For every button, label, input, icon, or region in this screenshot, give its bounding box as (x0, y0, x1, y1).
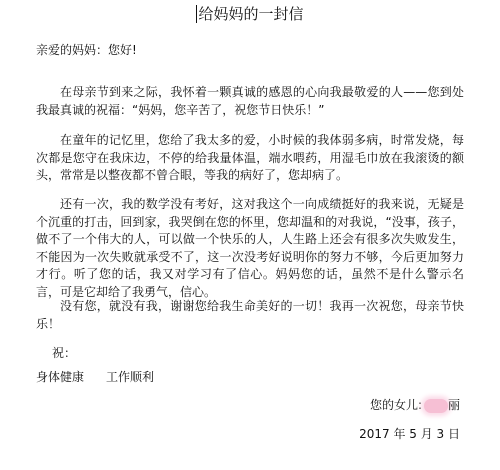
wishes-line (36, 369, 154, 385)
wish-work: 工作顺利 (106, 370, 155, 384)
paragraph-2: 在童年的记忆里，您给了我太多的爱，小时候的我体弱多病，时常发烧，每次都是您守在我床边，不停的给我量体温，端水喂药，用湿毛巾放在我滚烫的额头，常常是以整夜都不曾合眼，等我的病好了，您却病了。 (36, 133, 464, 182)
paragraph-4: 没有您，就没有我，谢谢您给我生命美好的一切！我再一次祝您，母亲节快乐！ (36, 299, 464, 331)
closing: 祝： (52, 346, 77, 360)
signature-name: 丽 (447, 398, 460, 412)
title-row (0, 4, 500, 23)
page-title (196, 5, 303, 23)
title-text: 给妈妈的一封信 (198, 5, 304, 23)
wish-health: 身体健康 (36, 370, 85, 384)
signature-prefix: 您的女儿: (369, 398, 422, 412)
greeting: 亲爱的妈妈：您好! (36, 43, 137, 57)
paragraph-1: 在母亲节到来之际，我怀着一颗真诚的感恩的心向我最敬爱的人——您到处我最真诚的祝福：“妈妈，您辛苦了，祝您节日快乐！” (36, 85, 464, 117)
letter-date: 2017 年 5 月 3 日 (359, 427, 460, 441)
signature (370, 397, 460, 413)
paragraph-3: 还有一次，我的数学没有考好，这对我这个一向成绩挺好的我来说，无疑是个沉重的打击，回到家，我哭倒在您的怀里，您却温和的对我说，“没事，孩子，做不了一个伟大的人，可以做一个快乐的人，人生路上还会有很多次失败发生，不能因为一次失败就承受不了，这一次没考好说明你的努力不够，今后更加努力才行。听了您的话，我又对学习有了信心。妈妈您的话，虽然不是什么警示名言，可是它却给了我勇气，信心。 (36, 197, 464, 299)
redacted-name-blur (424, 399, 448, 413)
